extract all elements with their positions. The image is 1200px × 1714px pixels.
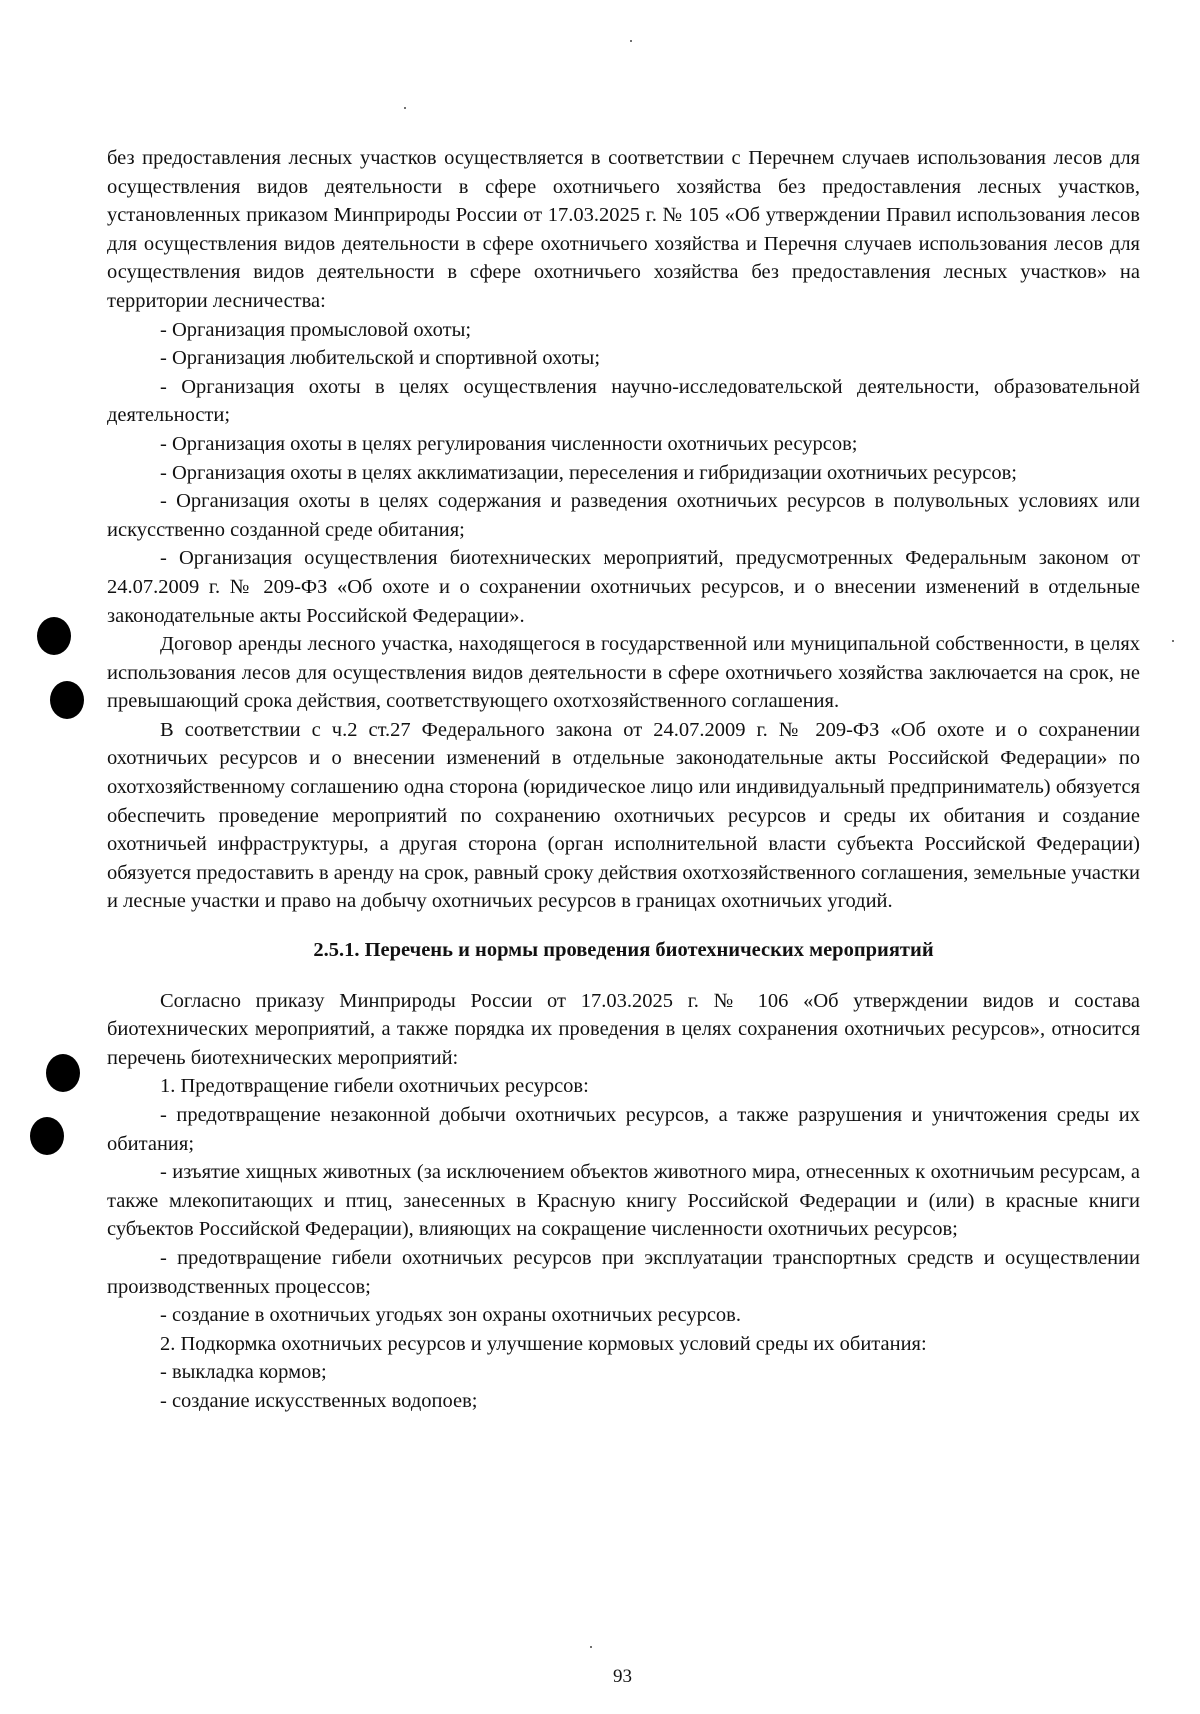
section-heading: 2.5.1. Перечень и нормы проведения биотехнических мероприятий (313, 939, 934, 962)
paragraph: - Организация охоты в целях акклиматизации, переселения и гибридизации охотничьих ресурсов; (160, 461, 1017, 484)
punch-hole (37, 617, 71, 655)
scan-speck (590, 1646, 592, 1648)
paragraph: - Организация охоты в целях содержания и разведения охотничьих ресурсов в полувольных условиях или искусственно созданной среде обитания; (107, 490, 1140, 541)
page-number: 93 (613, 1666, 632, 1687)
section-intro (107, 144, 1140, 916)
paragraph: - предотвращение гибели охотничьих ресурсов при эксплуатации транспортных средств и осуществлении производственных процессов; (107, 1246, 1140, 1298)
paragraph: - выкладка кормов; (160, 1361, 327, 1384)
paragraph: Договор аренды лесного участка, находящегося в государственной или муниципальной собственности, в целях использования лесов для осуществления видов деятельности в сфере охотничьего хозяйства заключается на срок, не превышающий срока действия, соответствующего охотхозяйственного соглашения. (107, 633, 1140, 713)
section-biotech-measures (107, 987, 1140, 1416)
paragraph: - изъятие хищных животных (за исключением объектов животного мира, отнесенных к охотничьим ресурсам, а также млекопитающих и птиц, занесенных в Красную книгу Российской Федерации и (или) в красные книги субъектов Российской Федерации), влияющих на сокращение численности охотничьих ресурсов; (107, 1161, 1140, 1241)
paragraph: В соответствии с ч.2 ст.27 Федерального закона от 24.07.2009 г. № 209-ФЗ «Об охоте и о сохранении охотничьих ресурсов и о внесении изменений в отдельные законодательные акты Российской Федерации» по охотхозяйственному соглашению одна сторона (юридическое лицо или индивидуальный предприниматель) обязуется обеспечить проведение мероприятий по сохранению охотничьих ресурсов и среды их обитания и создание охотничьей инфраструктуры, а другая сторона (орган исполнительной власти субъекта Российской Федерации) обязуется предоставить в аренду на срок, равный сроку действия охотхозяйственного соглашения, земельные участки и лесные участки и право на добычу охотничьих ресурсов в границах охотничьих угодий. (107, 718, 1140, 913)
paragraph: - Организация охоты в целях регулирования численности охотничьих ресурсов; (160, 432, 858, 455)
paragraph: - Организация промысловой охоты; (160, 318, 472, 341)
paragraph: - предотвращение незаконной добычи охотничьих ресурсов, а также разрушения и уничтожения среды их обитания; (107, 1104, 1140, 1155)
paragraph: - создание искусственных водопоев; (160, 1389, 478, 1412)
punch-hole (30, 1117, 64, 1155)
paragraph: 1. Предотвращение гибели охотничьих ресурсов: (160, 1075, 589, 1098)
paragraph: - Организация осуществления биотехнических мероприятий, предусмотренных Федеральным законом от 24.07.2009 г. № 209-ФЗ «Об охоте и о сохранении охотничьих ресурсов, и о внесении изменений в отдельные законодательные акты Российской Федерации». (107, 547, 1140, 627)
paragraph: без предоставления лесных участков осуществляется в соответствии с Перечнем случаев использования лесов для осуществления видов деятельности в сфере охотничьего хозяйства без предоставления лесных участков, установленных приказом Минприроды России от 17.03.2025 г. № 105 «Об утверждении Правил использования лесов для осуществления видов деятельности в сфере охотничьего хозяйства и Перечня случаев использования лесов для осуществления видов деятельности в сфере охотничьего хозяйства без предоставления лесных участков» на территории лесничества: (107, 147, 1140, 312)
paragraph: Согласно приказу Минприроды России от 17.03.2025 г. № 106 «Об утверждении видов и состава биотехнических мероприятий, а также порядка их проведения в целях сохранения охотничьих ресурсов», относится перечень биотехнических мероприятий: (107, 989, 1140, 1069)
document-body (107, 144, 1140, 1416)
paragraph: - Организация любительской и спортивной охоты; (160, 347, 601, 370)
paragraph: - Организация охоты в целях осуществления научно-исследовательской деятельности, образовательной деятельности; (107, 375, 1140, 427)
punch-hole (46, 1054, 80, 1092)
paragraph: 2. Подкормка охотничьих ресурсов и улучшение кормовых условий среды их обитания: (160, 1332, 927, 1355)
paragraph: - создание в охотничьих угодьях зон охраны охотничьих ресурсов. (160, 1304, 741, 1327)
scan-speck (1172, 640, 1174, 642)
punch-hole (50, 681, 84, 719)
scan-speck (630, 40, 632, 42)
scan-speck (404, 107, 406, 109)
